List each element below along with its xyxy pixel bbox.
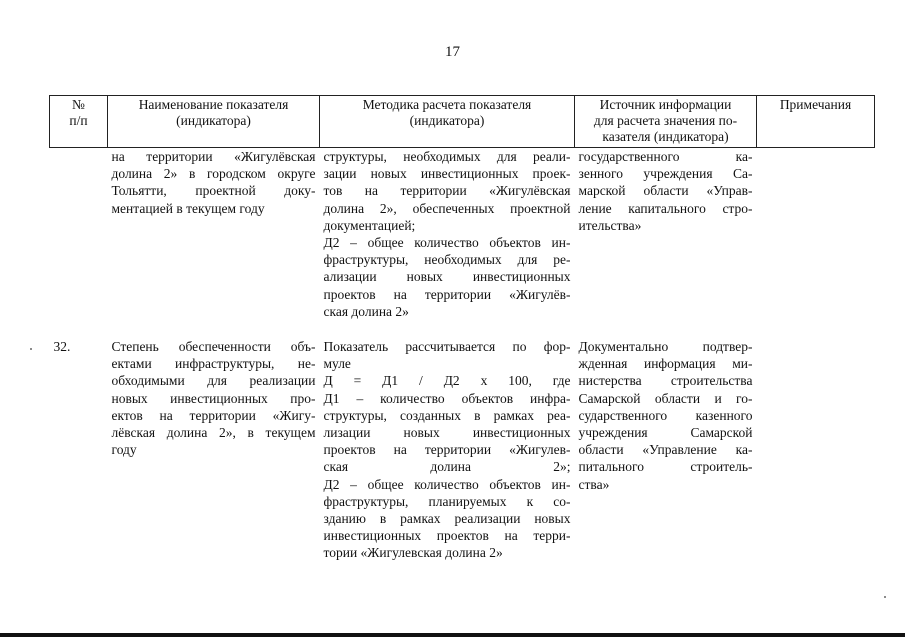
- indicator-name-cell: [108, 328, 320, 562]
- text-line: Д = Д1 / Д2 х 100, где: [323, 373, 571, 389]
- text-line: ализации новых инвестиционных: [323, 269, 571, 285]
- scan-speck: [884, 596, 886, 598]
- text-line: нистерства строительства: [578, 373, 753, 389]
- text-line: Д2 – общее количество объектов ин-: [323, 476, 571, 492]
- text-line: учреждения Самарской: [578, 425, 753, 441]
- text-line: марской области «Управ-: [578, 183, 753, 199]
- page-bottom-edge: [0, 633, 905, 637]
- text-line: на территории «Жигулёвская: [111, 149, 316, 164]
- text-line: структуры, необходимых для реали-: [323, 149, 571, 164]
- text-line: проектов на территории «Жигулев-: [323, 442, 571, 458]
- text-line: инвестиционных проектов на терри-: [323, 528, 571, 544]
- text-line: жденная информация ми-: [578, 356, 753, 372]
- text-line: ства»: [578, 476, 610, 492]
- text-line: ектов на территории «Жигу-: [111, 407, 316, 423]
- text-line: зации новых инвестиционных проек-: [323, 166, 571, 182]
- text-line: обходимыми для реализации: [111, 373, 316, 389]
- row-number: [50, 148, 108, 329]
- text-line: долина 2» в городском округе: [111, 166, 316, 182]
- header-notes: Примечания: [757, 96, 875, 148]
- text-line: Самарской области и го-: [578, 390, 753, 406]
- header-information-source: Источник информации для расчета значения по- казателя (индикатора): [575, 96, 757, 148]
- text-line: году: [111, 442, 137, 458]
- text-line: лизации новых инвестиционных: [323, 425, 571, 441]
- text-line: зенного учреждения Са-: [578, 166, 753, 182]
- text-line: тов на территории «Жигулёвская: [323, 183, 571, 199]
- page-number: 17: [445, 44, 460, 60]
- text-line: фраструктуры, планируемых к со-: [323, 493, 571, 509]
- calculation-method-cell: [320, 328, 575, 562]
- text-line: ительства»: [578, 217, 642, 233]
- text-line: Тольятти, проектной доку-: [111, 183, 316, 199]
- calculation-method-cell: [320, 148, 575, 329]
- text-line: Документально подтвер-: [578, 339, 753, 355]
- notes-cell: [757, 148, 875, 329]
- notes-cell: [757, 328, 875, 562]
- indicators-table: [49, 95, 875, 562]
- text-line: ская долина 2»: [323, 303, 409, 319]
- text-line: лёвская долина 2», в текущем: [111, 425, 316, 441]
- text-line: области «Управление ка-: [578, 442, 753, 458]
- text-line: питального строитель-: [578, 459, 753, 475]
- table-row: [50, 328, 875, 562]
- text-line: документацией;: [323, 217, 416, 233]
- text-line: ментацией в текущем году: [111, 200, 265, 216]
- text-line: зданию в рамках реализации новых: [323, 511, 571, 527]
- text-line: проектов на территории «Жигулёв-: [323, 286, 571, 302]
- text-line: фраструктуры, необходимых для ре-: [323, 252, 571, 268]
- table-header-row: [50, 96, 875, 148]
- text-line: долина 2», обеспеченных проектной: [323, 200, 571, 216]
- text-line: муле: [323, 356, 351, 372]
- text-line: Показатель рассчитывается по фор-: [323, 339, 571, 355]
- scan-speck: [30, 348, 32, 350]
- table-row: [50, 148, 875, 329]
- text-line: Д1 – количество объектов инфра-: [323, 390, 571, 406]
- text-line: Степень обеспеченности объ-: [111, 339, 316, 355]
- header-number: № п/п: [50, 96, 108, 148]
- information-source-cell: [575, 148, 757, 329]
- text-line: ектами инфраструктуры, не-: [111, 356, 316, 372]
- text-line: новых инвестиционных про-: [111, 390, 316, 406]
- row-number: 32.: [53, 339, 71, 355]
- text-line: сударственного казенного: [578, 407, 753, 423]
- text-line: тории «Жигулевская долина 2»: [323, 545, 503, 561]
- information-source-cell: [575, 328, 757, 562]
- text-line: ление капитального стро-: [578, 200, 753, 216]
- text-line: ская долина 2»;: [323, 459, 571, 475]
- header-indicator-name: Наименование показателя (индикатора): [108, 96, 320, 148]
- text-line: структуры, созданных в рамках реа-: [323, 407, 571, 423]
- indicator-name-cell: [108, 148, 320, 329]
- text-line: государственного ка-: [578, 149, 753, 164]
- text-line: Д2 – общее количество объектов ин-: [323, 235, 571, 251]
- header-calculation-method: Методика расчета показателя (индикатора): [320, 96, 575, 148]
